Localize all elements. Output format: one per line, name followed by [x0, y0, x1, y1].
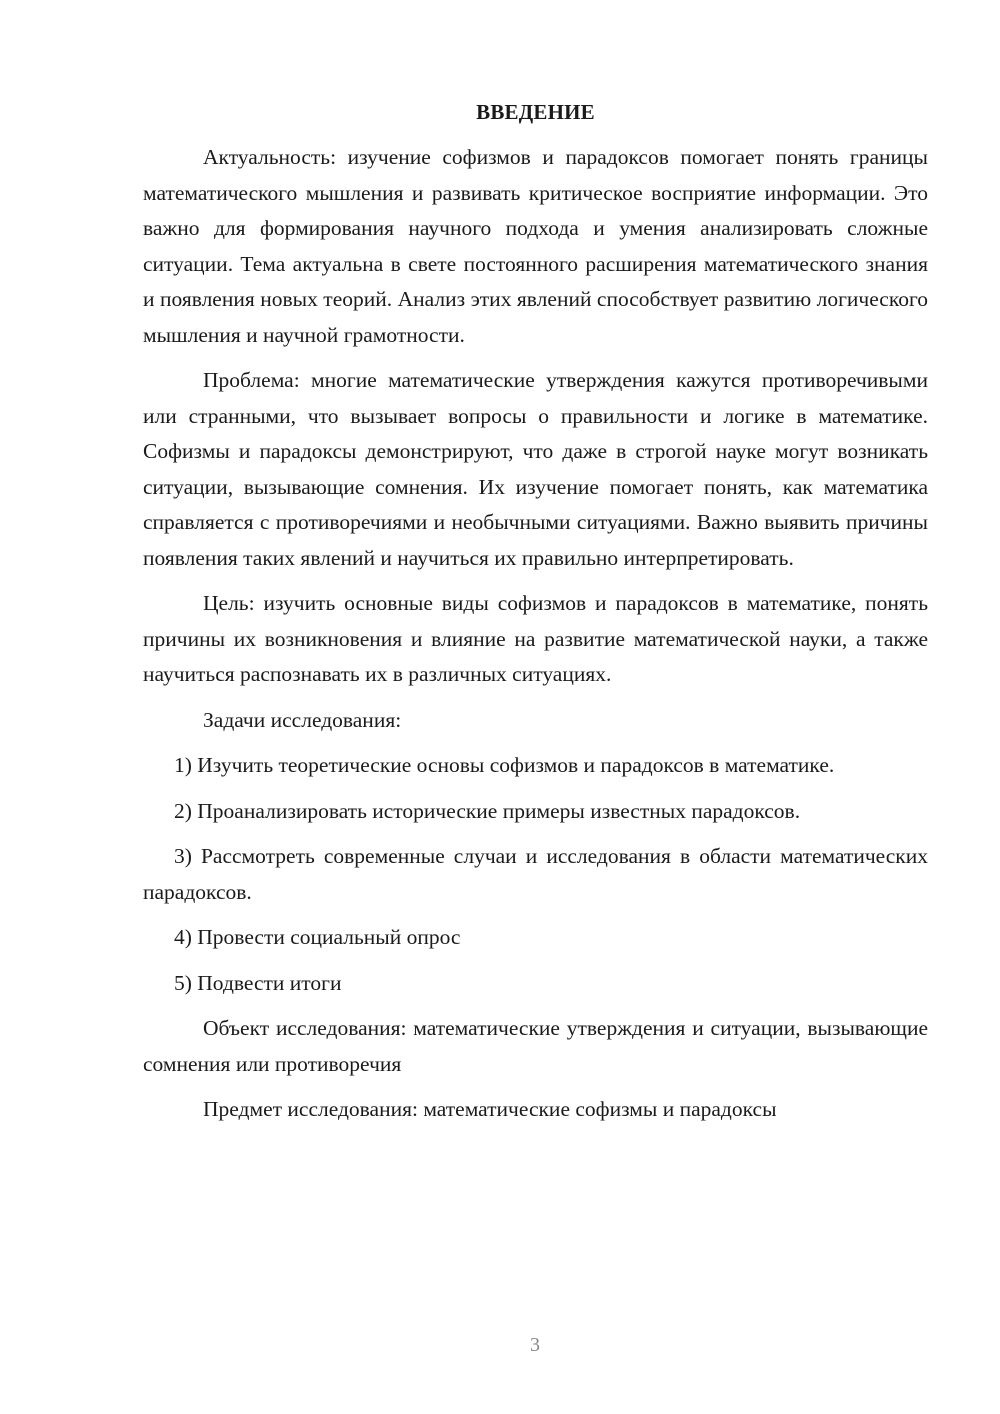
task-item-4: 4) Провести социальный опрос: [174, 925, 461, 949]
relevance-paragraph: Актуальность: изучение софизмов и парадоксов помогает понять границы математического мышления и развивать критическое восприятие информации. Это важно для формирования научного подхода и умения анализировать сложные ситуации. Тема актуальна в свете постоянного расширения математического знания и появления новых теорий. Анализ этих явлений способствует развитию логического мышления и научной грамотности.: [143, 145, 928, 347]
task-item-5: 5) Подвести итоги: [174, 970, 342, 995]
subject-paragraph: Предмет исследования: математические софизмы и парадоксы: [203, 1097, 777, 1121]
problem-paragraph: Проблема: многие математические утверждения кажутся противоречивыми или странными, что вызывает вопросы о правильности и логике в математике. Софизмы и парадоксы демонстрируют, что даже в строгой науке могут возникать ситуации, вызывающие сомнения. Их изучение помогает понять, как математика справляется с противоречиями и необычными ситуациями. Важно выявить причины появления таких явлений и научиться их правильно интерпретировать.: [143, 368, 928, 570]
task-item-1: 1) Изучить теоретические основы софизмов и парадоксов в математике.: [174, 753, 835, 777]
tasks-title: Задачи исследования:: [203, 707, 402, 732]
goal-paragraph: Цель: изучить основные виды софизмов и парадоксов в математике, понять причины их возникновения и влияние на развитие математической науки, а также научиться распознавать их в различных ситуациях.: [143, 591, 928, 686]
page-number: 3: [530, 1334, 540, 1356]
task-item-3: 3) Рассмотреть современные случаи и исследования в области математических парадоксов.: [143, 844, 928, 904]
task-item-2: 2) Проанализировать исторические примеры известных парадоксов.: [174, 798, 801, 823]
page-content: [143, 96, 928, 1138]
object-paragraph: Объект исследования: математические утверждения и ситуации, вызывающие сомнения или противоречия: [143, 1016, 928, 1076]
section-heading: ВВЕДЕНИЕ: [476, 100, 595, 124]
